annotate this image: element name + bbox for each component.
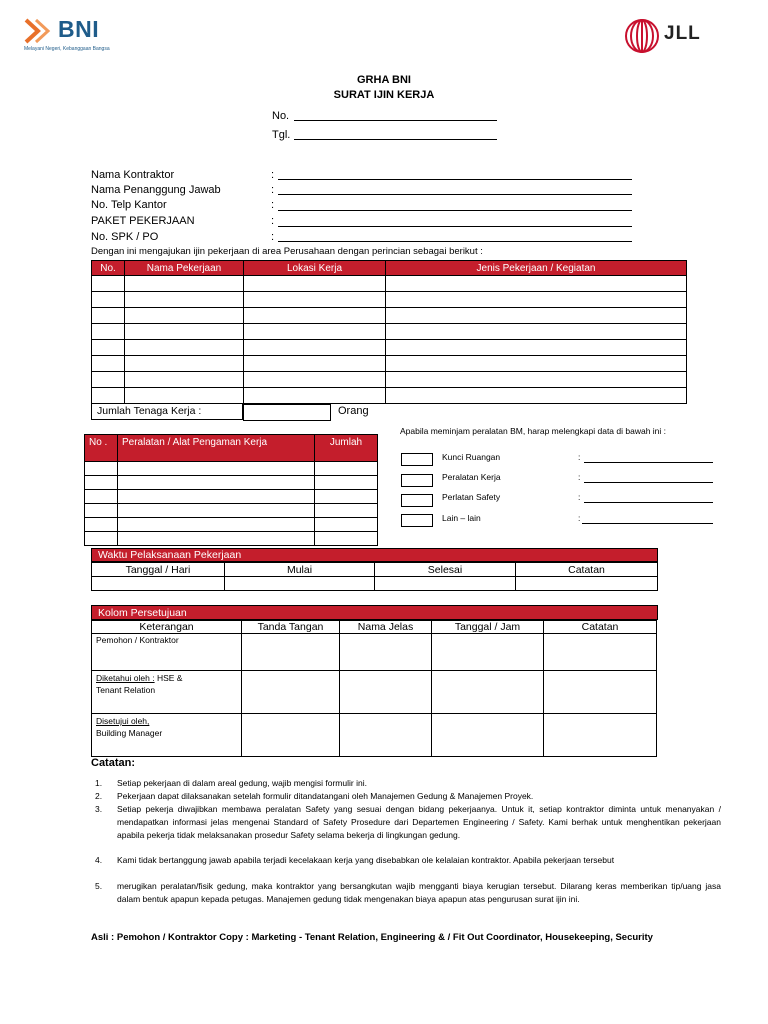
table-cell[interactable] — [244, 388, 386, 404]
field-nama-kontraktor: Nama Kontraktor — [91, 169, 175, 181]
jll-name: JLL — [664, 23, 701, 44]
note-number: 2. — [95, 791, 103, 801]
field-spk-po: No. SPK / PO — [91, 231, 159, 243]
no-label: No. — [272, 110, 290, 122]
building-manager-label: Building Manager — [96, 728, 163, 738]
bni-name: BNI — [58, 16, 100, 42]
table-row — [92, 714, 657, 757]
table-cell[interactable] — [92, 324, 125, 340]
table-cell[interactable] — [315, 490, 378, 504]
table-row — [92, 671, 657, 714]
disetujui-label: Disetujui oleh, — [96, 716, 150, 726]
label-kunci-ruangan: Kunci Ruangan — [442, 452, 501, 462]
table-row — [92, 324, 687, 340]
table-cell[interactable] — [242, 671, 340, 714]
table-cell[interactable] — [125, 340, 244, 356]
table-cell[interactable] — [242, 714, 340, 757]
colon: : — [271, 231, 275, 243]
table-cell[interactable] — [125, 388, 244, 404]
orang-label: Orang — [338, 405, 369, 417]
table-row — [92, 292, 687, 308]
table-cell[interactable] — [375, 577, 516, 591]
persetujuan-title: Kolom Persetujuan — [91, 605, 658, 620]
table-row — [92, 372, 687, 388]
table-cell[interactable] — [386, 276, 687, 292]
col-catatan: Catatan — [516, 563, 658, 577]
note-number: 4. — [95, 855, 103, 865]
label-peralatan-kerja: Peralatan Kerja — [442, 472, 501, 482]
table-row — [92, 308, 687, 324]
note-2: Pekerjaan dapat dilaksanakan setelah formulir ditandatangani oleh Manajemen Gedung & Manajemen Proyek. — [117, 791, 534, 801]
checkbox-lain-lain[interactable] — [401, 514, 433, 527]
col-nama-jelas: Nama Jelas — [340, 621, 432, 634]
table-cell[interactable] — [118, 462, 315, 476]
equipment-table — [84, 434, 378, 546]
table-cell[interactable] — [92, 292, 125, 308]
table-cell[interactable] — [92, 372, 125, 388]
note-number: 5. — [95, 881, 103, 891]
field-telp-kantor: No. Telp Kantor — [91, 199, 167, 211]
table-cell[interactable] — [315, 532, 378, 546]
nama-kontraktor-line[interactable] — [278, 179, 632, 180]
waktu-title: Waktu Pelaksanaan Pekerjaan — [91, 548, 658, 562]
table-cell[interactable] — [85, 490, 118, 504]
note-4: Kami tidak bertanggung jawab apabila terjadi kecelakaan kerja yang disebabkan ole kelalaian kontraktor. Apabila pekerjaan tersebut — [117, 855, 615, 865]
tenant-relation-label: Tenant Relation — [96, 685, 156, 695]
row-pemohon: Pemohon / Kontraktor — [92, 634, 242, 671]
table-row — [92, 356, 687, 372]
table-cell[interactable] — [125, 276, 244, 292]
col-tanggal-jam: Tanggal / Jam — [432, 621, 544, 634]
table-cell[interactable] — [315, 504, 378, 518]
table-cell[interactable] — [244, 276, 386, 292]
kunci-ruangan-line[interactable] — [584, 462, 713, 463]
table-row — [85, 504, 378, 518]
table-cell[interactable] — [516, 577, 658, 591]
col-catatan: Catatan — [544, 621, 657, 634]
table-cell[interactable] — [92, 340, 125, 356]
bni-logo — [24, 18, 134, 54]
note-3: Setiap pekerja diwajibkan membawa peralatan Safety yang sesuai dengan bidang pekerjaanya. Untuk it, setiap kontraktor diminta untuk menanyakan / mendapatkan informasi jelas mengenai Standard of Safety Prosedure dari Departemen Engineering / Safety. Kami berhak untuk menghentikan pekerjaan apabila pekerja tidak melaksanakan prosedur Safety selama bekerja di lingkungan gedung. — [117, 804, 721, 840]
colon: : — [578, 452, 581, 462]
waktu-table — [91, 562, 658, 591]
penanggung-jawab-line[interactable] — [278, 194, 632, 195]
table-cell[interactable] — [125, 372, 244, 388]
bm-note: Apabila meminjam peralatan BM, harap melengkapi data di bawah ini : — [400, 426, 667, 436]
table-cell[interactable] — [315, 476, 378, 490]
intro-text: Dengan ini mengajukan ijin pekerjaan di area Perusahaan dengan perincian sebagai berikut : — [91, 246, 483, 257]
tgl-label: Tgl. — [272, 129, 291, 141]
table-row — [92, 276, 687, 292]
col-lokasi-kerja: Lokasi Kerja — [244, 261, 386, 276]
row-disetujui — [92, 714, 242, 757]
catatan-title: Catatan: — [91, 757, 136, 769]
jll-globe-icon — [624, 18, 660, 54]
table-cell[interactable] — [244, 324, 386, 340]
table-cell[interactable] — [118, 518, 315, 532]
table-cell[interactable] — [118, 490, 315, 504]
checkbox-kunci-ruangan[interactable] — [401, 453, 433, 466]
table-cell[interactable] — [386, 372, 687, 388]
table-cell[interactable] — [85, 504, 118, 518]
bni-mark-icon — [24, 18, 54, 44]
table-row — [85, 462, 378, 476]
work-table — [91, 260, 687, 404]
table-row — [92, 634, 657, 671]
table-cell[interactable] — [244, 340, 386, 356]
table-cell[interactable] — [544, 634, 657, 671]
col-selesai: Selesai — [375, 563, 516, 577]
table-cell[interactable] — [386, 292, 687, 308]
paket-pekerjaan-line[interactable] — [278, 226, 632, 227]
col-jenis-pekerjaan: Jenis Pekerjaan / Kegiatan — [386, 261, 687, 276]
table-cell[interactable] — [118, 504, 315, 518]
field-penanggung-jawab: Nama Penanggung Jawab — [91, 184, 221, 196]
table-cell[interactable] — [432, 671, 544, 714]
table-cell[interactable] — [386, 340, 687, 356]
colon: : — [271, 169, 275, 181]
label-perlatan-safety: Perlatan Safety — [442, 492, 501, 502]
colon: : — [271, 215, 275, 227]
table-cell[interactable] — [244, 356, 386, 372]
table-row — [92, 388, 687, 404]
col-nama-pekerjaan: Nama Pekerjaan — [125, 261, 244, 276]
col-peralatan: Peralatan / Alat Pengaman Kerja — [118, 435, 315, 462]
jumlah-tenaga-kerja-input[interactable] — [243, 404, 331, 421]
col-tanggal-hari: Tanggal / Hari — [92, 563, 225, 577]
tgl-field-line[interactable] — [294, 139, 497, 140]
colon: : — [578, 492, 581, 502]
table-row — [85, 476, 378, 490]
colon: : — [271, 184, 275, 196]
table-cell[interactable] — [386, 308, 687, 324]
table-cell[interactable] — [225, 577, 375, 591]
table-cell[interactable] — [85, 476, 118, 490]
lain-lain-line[interactable] — [582, 523, 713, 524]
table-cell[interactable] — [85, 518, 118, 532]
table-row — [85, 532, 378, 546]
diketahui-label: Diketahui oleh : — [96, 673, 155, 683]
note-1: Setiap pekerjaan di dalam areal gedung, wajib mengisi formulir ini. — [117, 778, 367, 788]
table-cell[interactable] — [432, 714, 544, 757]
table-cell[interactable] — [340, 634, 432, 671]
table-cell[interactable] — [432, 634, 544, 671]
perlatan-safety-line[interactable] — [584, 502, 713, 503]
col-jumlah: Jumlah — [315, 435, 378, 462]
spk-po-line[interactable] — [278, 241, 632, 242]
note-number: 1. — [95, 778, 103, 788]
table-cell[interactable] — [315, 462, 378, 476]
table-row — [85, 490, 378, 504]
table-cell[interactable] — [244, 372, 386, 388]
col-mulai: Mulai — [225, 563, 375, 577]
table-cell[interactable] — [92, 308, 125, 324]
table-cell[interactable] — [244, 292, 386, 308]
table-cell[interactable] — [125, 356, 244, 372]
table-cell[interactable] — [118, 476, 315, 490]
table-row — [85, 518, 378, 532]
table-cell[interactable] — [85, 532, 118, 546]
table-cell[interactable] — [85, 462, 118, 476]
table-cell[interactable] — [386, 356, 687, 372]
col-no: No . — [85, 435, 118, 462]
table-cell[interactable] — [386, 324, 687, 340]
note-number: 3. — [95, 804, 103, 814]
table-cell[interactable] — [340, 714, 432, 757]
colon: : — [271, 199, 275, 211]
table-row — [92, 577, 658, 591]
label-lain-lain: Lain – lain — [442, 513, 481, 523]
jumlah-tenaga-kerja-label: Jumlah Tenaga Kerja : — [91, 404, 243, 420]
table-cell[interactable] — [340, 671, 432, 714]
table-cell[interactable] — [544, 714, 657, 757]
jll-logo — [624, 18, 724, 54]
checkbox-perlatan-safety[interactable] — [401, 494, 433, 507]
checkbox-peralatan-kerja[interactable] — [401, 474, 433, 487]
table-cell[interactable] — [315, 518, 378, 532]
persetujuan-table — [91, 620, 657, 757]
diketahui-rest: HSE & — [154, 673, 183, 683]
col-keterangan: Keterangan — [92, 621, 242, 634]
bni-tagline: Melayani Negeri, Kebanggaan Bangsa — [24, 46, 110, 52]
table-cell[interactable] — [92, 356, 125, 372]
colon: : — [578, 513, 581, 523]
title-surat: SURAT IJIN KERJA — [333, 89, 435, 101]
col-no: No. — [92, 261, 125, 276]
table-cell[interactable] — [125, 308, 244, 324]
footer-distribution: Asli : Pemohon / Kontraktor Copy : Marketing - Tenant Relation, Engineering & / Fit Out Coordinator, Housekeeping, Security — [91, 932, 653, 943]
table-cell[interactable] — [244, 308, 386, 324]
table-cell[interactable] — [125, 324, 244, 340]
table-row — [92, 340, 687, 356]
table-cell[interactable] — [242, 634, 340, 671]
colon: : — [578, 472, 581, 482]
col-tanda-tangan: Tanda Tangan — [242, 621, 340, 634]
telp-kantor-line[interactable] — [278, 210, 632, 211]
title-grha: GRHA BNI — [357, 74, 411, 86]
note-5: merugikan peralatan/fisik gedung, maka kontraktor yang bersangkutan wajib mengganti biaya kerugian tersebut. Dilarang keras memberikan tip/uang jasa dalam bentuk apapun kepada petugas. Manajemen gedung tidak mengenakan biaya apapun atas pengurusan surat ijin ini. — [117, 881, 721, 904]
peralatan-kerja-line[interactable] — [584, 482, 713, 483]
table-cell[interactable] — [92, 577, 225, 591]
table-cell[interactable] — [386, 388, 687, 404]
no-field-line[interactable] — [294, 120, 497, 121]
table-cell[interactable] — [92, 276, 125, 292]
table-cell[interactable] — [544, 671, 657, 714]
row-diketahui — [92, 671, 242, 714]
table-cell[interactable] — [118, 532, 315, 546]
table-cell[interactable] — [125, 292, 244, 308]
table-cell[interactable] — [92, 388, 125, 404]
field-paket-pekerjaan: PAKET PEKERJAAN — [91, 215, 195, 227]
